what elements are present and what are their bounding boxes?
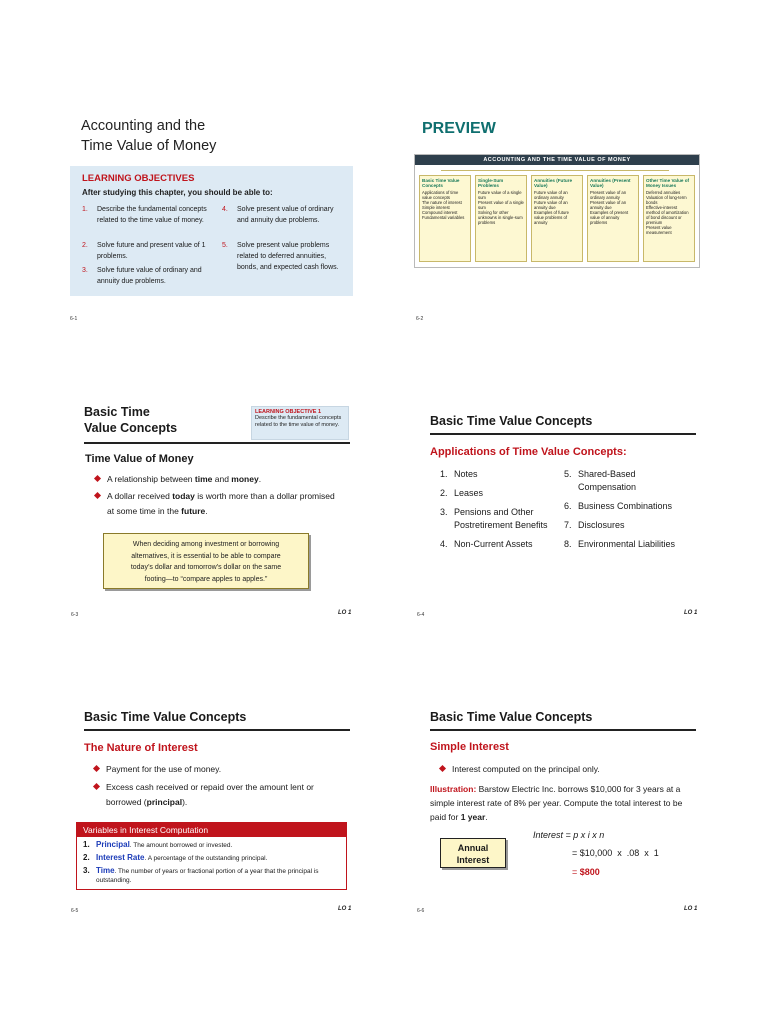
variable-item: 1. Principal. The amount borrowed or invested. bbox=[83, 840, 233, 849]
lo-tag: LO 1 bbox=[684, 610, 698, 616]
title-rule bbox=[430, 729, 696, 731]
bullet-item: Excess cash received or repaid over the amount lent or borrowed (principal). bbox=[94, 780, 324, 810]
lo-header: LEARNING OBJECTIVES bbox=[82, 173, 195, 184]
slide-number: 6-3 bbox=[71, 612, 79, 618]
list-item: 3. Pensions and Other Postretirement Benefits bbox=[440, 507, 548, 530]
lo-tag: LO 1 bbox=[338, 610, 352, 616]
illustration-text: Illustration: Barstow Electric Inc. borrows $10,000 for 3 years at a simple interest rate of 8% per year. Compute the total interest to be paid for 1 year. bbox=[430, 784, 683, 822]
diamond-bullet-icon bbox=[94, 492, 101, 499]
slide-number: 6-1 bbox=[70, 316, 78, 322]
list-item: 2. Leases bbox=[440, 488, 484, 498]
bullet-item: A relationship between time and money. bbox=[95, 472, 335, 487]
variable-item: 3. Time. The number of years or fractional portion of a year that the principal is outstanding. bbox=[83, 866, 319, 884]
section-subtitle: Applications of Time Value Concepts: bbox=[430, 446, 627, 458]
preview-box-annuities-pv: Annuities (Present Value) Present value of an ordinary annuity Present value of an annuity due Examples of present value of annuity problems bbox=[587, 175, 639, 262]
bullet-item: Interest computed on the principal only. bbox=[440, 762, 680, 777]
preview-chart bbox=[414, 154, 700, 268]
diamond-bullet-icon bbox=[93, 783, 100, 790]
slide-2 bbox=[414, 100, 714, 340]
diamond-bullet-icon bbox=[94, 475, 101, 482]
variable-item: 2. Interest Rate. A percentage of the outstanding principal. bbox=[83, 853, 268, 862]
annual-interest-box: Annual Interest bbox=[440, 838, 506, 868]
applications-list-right bbox=[564, 468, 698, 557]
formula-line-2: = $10,000 x .08 x 1 bbox=[572, 848, 659, 858]
slide-title: Basic Time Value Concepts bbox=[84, 710, 247, 724]
objective-2: 2. Solve future and present value of 1 problems. bbox=[82, 242, 206, 260]
slide-title: Accounting and the Time Value of Money bbox=[81, 118, 217, 154]
slide-number: 6-4 bbox=[417, 612, 425, 618]
formula-line-1: Interest = p x i x n bbox=[533, 830, 605, 840]
preview-box-other: Other Time Value of Money Issues Deferred annuities Valuation of long-term bonds Effective-interest method of amortization of bond discount or premium Present value measurement bbox=[643, 175, 695, 262]
section-subtitle: Time Value of Money bbox=[85, 453, 194, 465]
learning-objective-box: LEARNING OBJECTIVE 1 Describe the fundamental concepts related to the time value of money. bbox=[251, 406, 349, 440]
note-box: When deciding among investment or borrowing alternatives, it is essential to be able to compare today’s dollar and tomorrow’s dollar on the same footing—to “compare apples to apples.” bbox=[103, 533, 309, 589]
slide-3 bbox=[68, 392, 368, 632]
preview-box-single-sum: Single-Sum Problems Future value of a single sum Present value of a single sum Solving for other unknowns in single-sum problems bbox=[475, 175, 527, 262]
lo-tag: LO 1 bbox=[684, 906, 698, 912]
variables-box-header: Variables in Interest Computation bbox=[77, 823, 346, 837]
objective-5: 5. Solve present value problems related to deferred annuities, bonds, and expected cash flows. bbox=[222, 242, 339, 271]
list-item: 7. Disclosures bbox=[564, 520, 625, 530]
lo-tag: LO 1 bbox=[338, 906, 352, 912]
objective-1: 1. Describe the fundamental concepts related to the time value of money. bbox=[82, 206, 207, 224]
preview-connector bbox=[441, 170, 669, 171]
diamond-bullet-icon bbox=[93, 765, 100, 772]
list-item: 5. Shared-Based Compensation bbox=[564, 469, 637, 492]
lo-intro: After studying this chapter, you should be able to: bbox=[82, 188, 273, 197]
list-item: 8. Environmental Liabilities bbox=[564, 539, 676, 549]
title-rule bbox=[84, 729, 350, 731]
slide-5 bbox=[68, 698, 368, 938]
slide-title: Basic Time Value Concepts bbox=[430, 414, 593, 428]
bullet-item: Payment for the use of money. bbox=[94, 762, 334, 777]
applications-list-left bbox=[440, 468, 560, 557]
slide-1 bbox=[68, 100, 368, 340]
preview-box-basic: Basic Time Value Concepts Applications of time value concepts The nature of interest Simple interest Compound interest Fundamental variables bbox=[419, 175, 471, 262]
title-rule bbox=[84, 442, 350, 444]
section-subtitle: The Nature of Interest bbox=[84, 742, 198, 754]
title-rule bbox=[430, 433, 696, 435]
preview-box-annuities-fv: Annuities (Future Value) Future value of an ordinary annuity Future value of an annuity due Examples of future value problems of annuity bbox=[531, 175, 583, 262]
slide-title: Basic Time Value Concepts bbox=[430, 710, 593, 724]
slide-number: 6-2 bbox=[416, 316, 424, 322]
list-item: 6. Business Combinations bbox=[564, 501, 673, 511]
learning-objectives-panel bbox=[70, 166, 353, 296]
objective-4: 4. Solve present value of ordinary and annuity due problems. bbox=[222, 206, 334, 224]
objective-3: 3. Solve future value of ordinary and annuity due problems. bbox=[82, 267, 202, 285]
variables-box bbox=[76, 822, 347, 890]
formula-line-3: = $800 bbox=[572, 867, 600, 877]
section-subtitle: Simple Interest bbox=[430, 741, 509, 753]
slide-title: Basic Time Value Concepts bbox=[84, 405, 178, 435]
slide-title: PREVIEW bbox=[422, 120, 496, 137]
slide-4 bbox=[414, 392, 714, 632]
slide-6 bbox=[414, 698, 714, 938]
bullet-item: A dollar received today is worth more than a dollar promised at some time in the future. bbox=[95, 489, 335, 519]
preview-banner: ACCOUNTING AND THE TIME VALUE OF MONEY bbox=[415, 155, 699, 165]
list-item: 4. Non-Current Assets bbox=[440, 539, 533, 549]
slide-number: 6-5 bbox=[71, 908, 79, 914]
slide-number: 6-6 bbox=[417, 908, 425, 914]
list-item: 1. Notes bbox=[440, 469, 478, 479]
diamond-bullet-icon bbox=[439, 765, 446, 772]
